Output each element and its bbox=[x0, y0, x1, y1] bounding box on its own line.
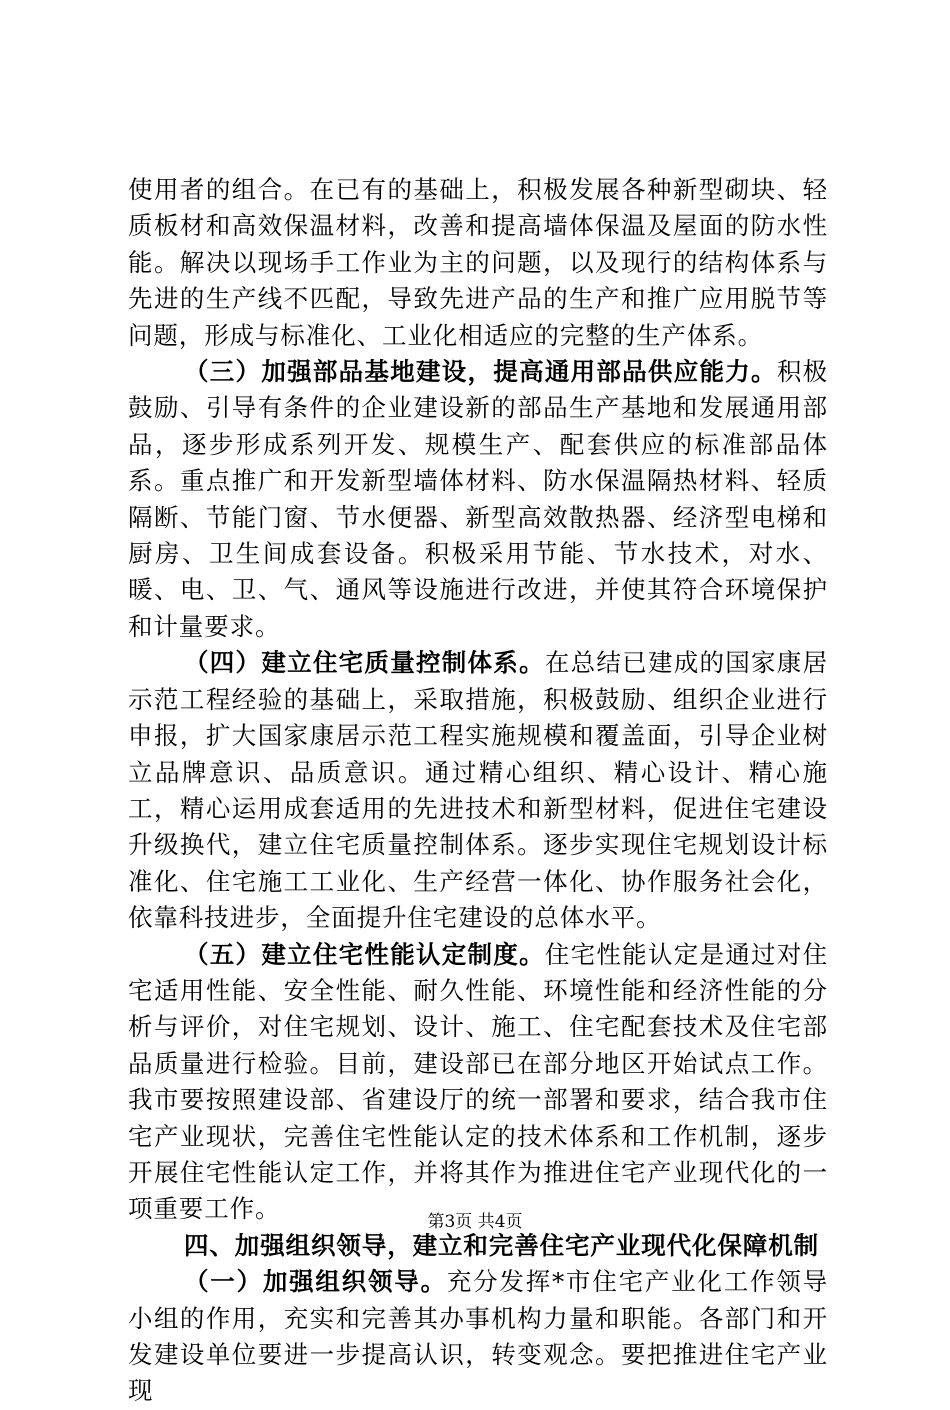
paragraph-text: 使用者的组合。在已有的基础上，积极发展各种新型砌块、轻质板材和高效保温材料，改善和提高墙体保温及屋面的防水性能。解决以现场手工作业为主的问题，以及现行的结构体系与先进的生产线不匹配，导致先进产品的生产和推广应用脱节等问题，形成与标准化、工业化相适应的完整的生产体系。 bbox=[128, 175, 828, 350]
paragraph-text: 在总结已建成的国家康居示范工程经验的基础上，采取措施，积极鼓励、组织企业进行申报，扩大国家康居示范工程实施规模和覆盖面，引导企业树立品牌意识、品质意识。通过精心组织、精心设计、精心施工，精心运用成套适用的先进技术和新型材料，促进住宅建设升级换代，建立住宅质量控制体系。逐步实现住宅规划设计标准化、住宅施工工业化、生产经营一体化、协作服务社会化，依靠科技进步，全面提升住宅建设的总体水平。 bbox=[128, 648, 828, 933]
section-heading: 四、加强组织领导，建立和完善住宅产业现代化保障机制 bbox=[184, 1230, 819, 1260]
paragraph-organization-leadership bbox=[128, 1264, 828, 1410]
paragraph-lead: （一）加强组织领导。 bbox=[184, 1267, 447, 1297]
paragraph-lead: （五）建立住宅性能认定制度。 bbox=[184, 939, 545, 969]
paragraph-lead: （四）建立住宅质量控制体系。 bbox=[184, 648, 545, 678]
paragraph-continuation bbox=[128, 172, 828, 354]
page-number-footer: 第3页 共4页 bbox=[427, 1212, 523, 1232]
paragraph-performance-certification bbox=[128, 937, 828, 1228]
paragraph-parts-base bbox=[128, 354, 828, 645]
paragraph-lead: （三）加强部品基地建设，提高通用部品供应能力。 bbox=[184, 357, 777, 387]
paragraph-text: 充分发挥*市住宅产业化工作领导小组的作用，充实和完善其办事机构力量和职能。各部门和开发建设单位要进一步提高认识，转变观念。要把推进住宅产业现 bbox=[128, 1267, 829, 1406]
paragraph-text: 住宅性能认定是通过对住宅适用性能、安全性能、耐久性能、环境性能和经济性能的分析与评价，对住宅规划、设计、施工、住宅配套技术及住宅部品质量进行检验。目前，建设部已在部分地区开始试点工作。我市要按照建设部、省建设厅的统一部署和要求，结合我市住宅产业现状，完善住宅性能认定的技术体系和工作机制，逐步开展住宅性能认定工作，并将其作为推进住宅产业现代化的一项重要工作。 bbox=[128, 939, 828, 1224]
paragraph-quality-control bbox=[128, 645, 828, 936]
paragraph-text: 积极鼓励、引导有条件的企业建设新的部品生产基地和发展通用部品，逐步形成系列开发、规模生产、配套供应的标准部品体系。重点推广和开发新型墙体材料、防水保温隔热材料、轻质隔断、节能门窗、节水便器、新型高效散热器、经济型电梯和厨房、卫生间成套设备。积极采用节能、节水技术，对水、暖、电、卫、气、通风等设施进行改进，并使其符合环境保护和计量要求。 bbox=[128, 357, 828, 641]
